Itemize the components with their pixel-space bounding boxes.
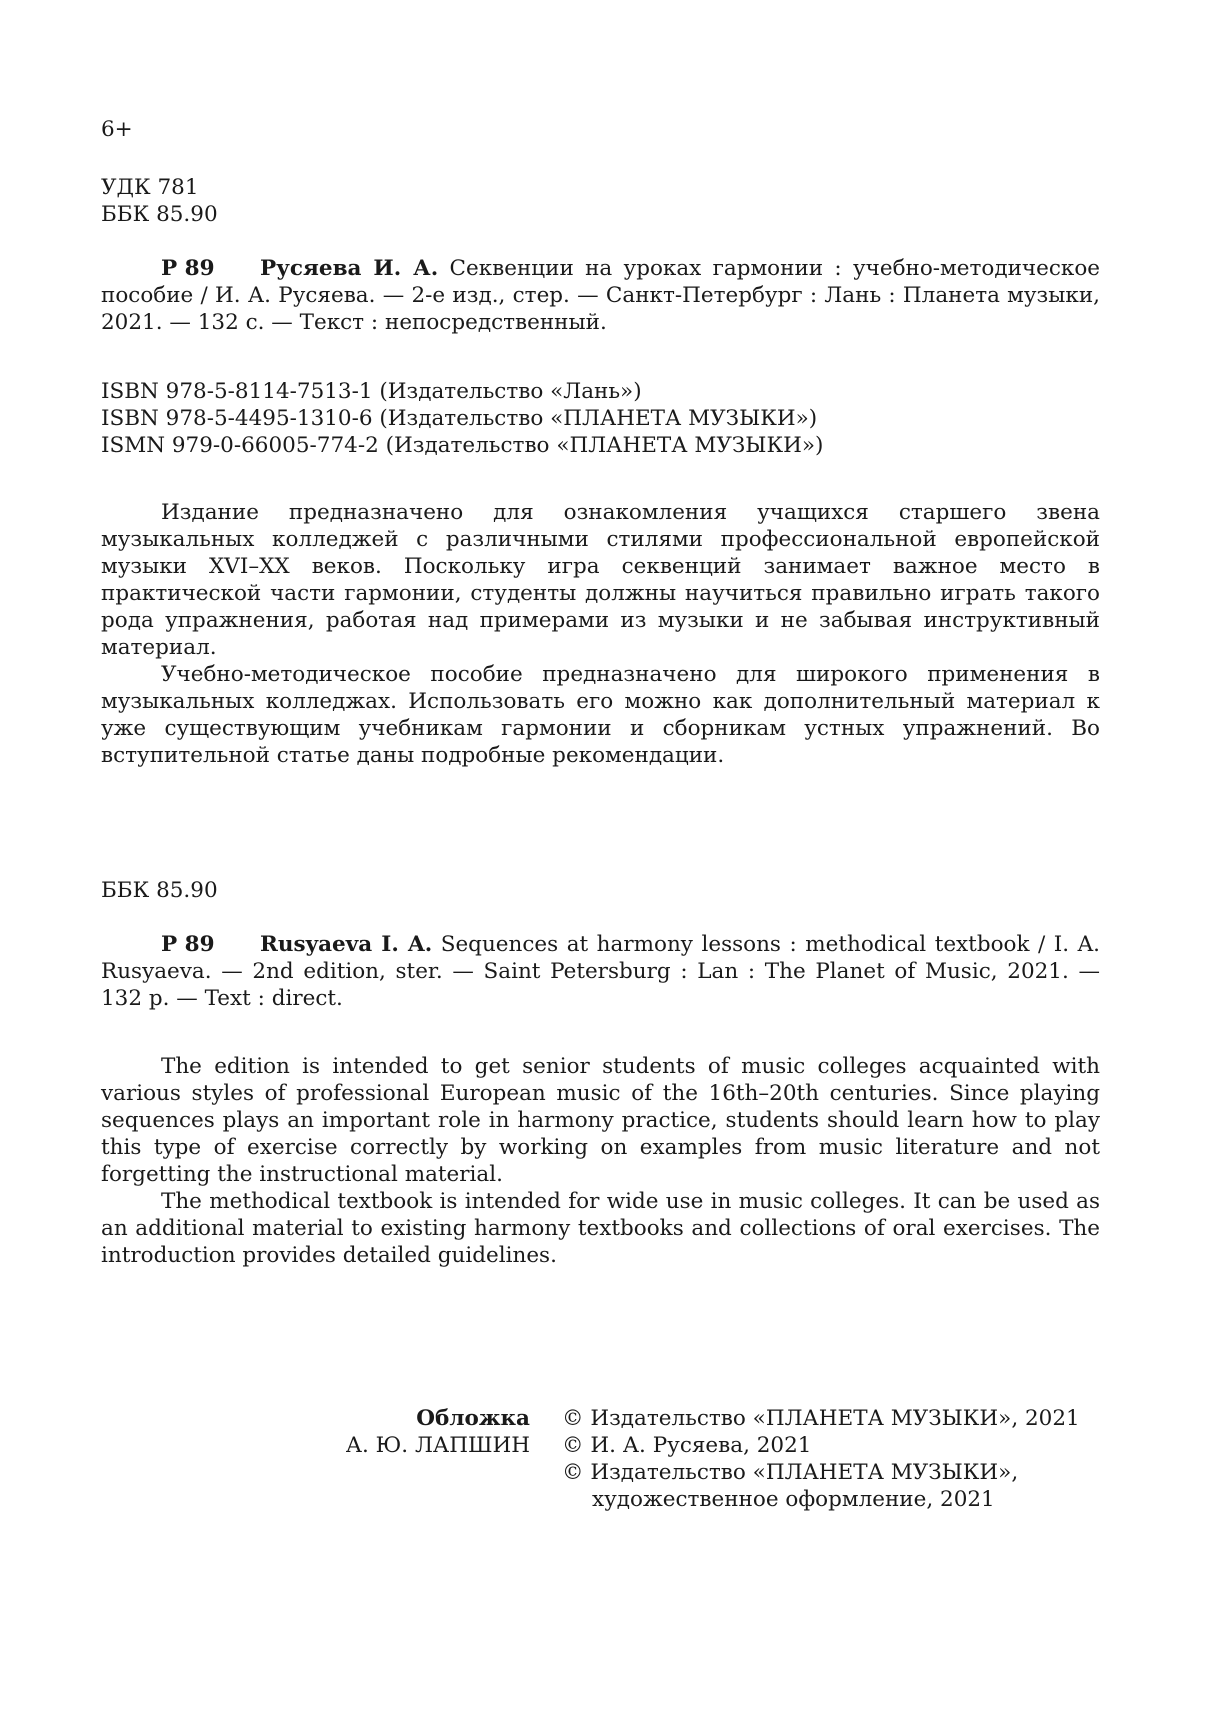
imprint-page <box>101 0 1100 1713</box>
annotation-en <box>101 1053 1100 1269</box>
copyright-design: © Издательство «ПЛАНЕТА МУЗЫКИ», <box>562 1460 1019 1485</box>
annotation-ru <box>101 499 1100 769</box>
author-name-ru: Русяева И. А. <box>260 256 439 281</box>
age-rating: 6+ <box>101 117 133 142</box>
ismn-planet: ISMN 979-0-66005-774-2 (Издательство «ПЛАНЕТА МУЗЫКИ») <box>101 433 824 458</box>
copyright-notices <box>562 1405 1102 1513</box>
isbn-lan: ISBN 978-5-8114-7513-1 (Издательство «Лань») <box>101 379 642 404</box>
bibliographic-description-ru: Секвенции на уроках гармонии : учебно-методическое пособие / И. А. Русяева. — 2-е изд., стер. — Санкт-Петербург : Лань : Планета музыки, 2021. — 132 с. — Текст : непосредственный. <box>101 256 1100 335</box>
author-mark-en: Р 89 <box>161 932 215 957</box>
bibliographic-description-en: Sequences at harmony lessons : methodical textbook / I. A. Rusyaeva. — 2nd edition, ster. — Saint Petersburg : Lan : The Planet of Music, 2021. — 132 p. — Text : direct. <box>101 932 1101 1011</box>
author-name-en: Rusyaeva I. A. <box>260 932 433 957</box>
cover-label: Обложка <box>416 1406 530 1431</box>
copyright-design-continuation: художественное оформление, 2021 <box>592 1487 995 1512</box>
annotation-ru-paragraph-2: Учебно-методическое пособие предназначено для широкого применения в музыкальных колледжах. Использовать его можно как дополнительный материал к уже существующим учебникам гармонии и сборникам устных упражнений. Во вступительной статье даны подробные рекомендации. <box>101 662 1100 768</box>
bbk-code-en: ББК 85.90 <box>101 878 218 903</box>
copyright-publisher: © Издательство «ПЛАНЕТА МУЗЫКИ», 2021 <box>562 1406 1080 1431</box>
author-mark-ru: Р 89 <box>161 256 215 281</box>
udk-code: УДК 781 <box>101 175 199 200</box>
annotation-en-paragraph-1: The edition is intended to get senior students of music colleges acquainted with various styles of professional European music of the 16th–20th centuries. Since playing sequences plays an important role in harmony practice, students should learn how to play this type of exercise correctly by working on examples from music literature and not forgetting the instructional material. <box>101 1054 1100 1187</box>
isbn-planet: ISBN 978-5-4495-1310-6 (Издательство «ПЛАНЕТА МУЗЫКИ») <box>101 406 818 431</box>
copyright-author: © И. А. Русяева, 2021 <box>562 1433 812 1458</box>
bibliographic-record-en <box>101 931 1100 1012</box>
isbn-list <box>101 378 1100 459</box>
cover-credit <box>101 1405 530 1459</box>
cover-artist: А. Ю. ЛАПШИН <box>345 1433 530 1458</box>
bibliographic-record-ru <box>101 255 1100 336</box>
annotation-ru-paragraph-1: Издание предназначено для ознакомления учащихся старшего звена музыкальных колледжей с различными стилями профессиональной европейской музыки XVI–XX веков. Поскольку игра секвенций занимает важное место в практической части гармонии, студенты должны научиться правильно играть такого рода упражнения, работая над примерами из музыки и не забывая инструктивный материал. <box>101 500 1100 660</box>
annotation-en-paragraph-2: The methodical textbook is intended for wide use in music colleges. It can be used as an additional material to existing harmony textbooks and collections of oral exercises. The introduction provides detailed guidelines. <box>101 1189 1100 1268</box>
bbk-code-ru: ББК 85.90 <box>101 202 218 227</box>
